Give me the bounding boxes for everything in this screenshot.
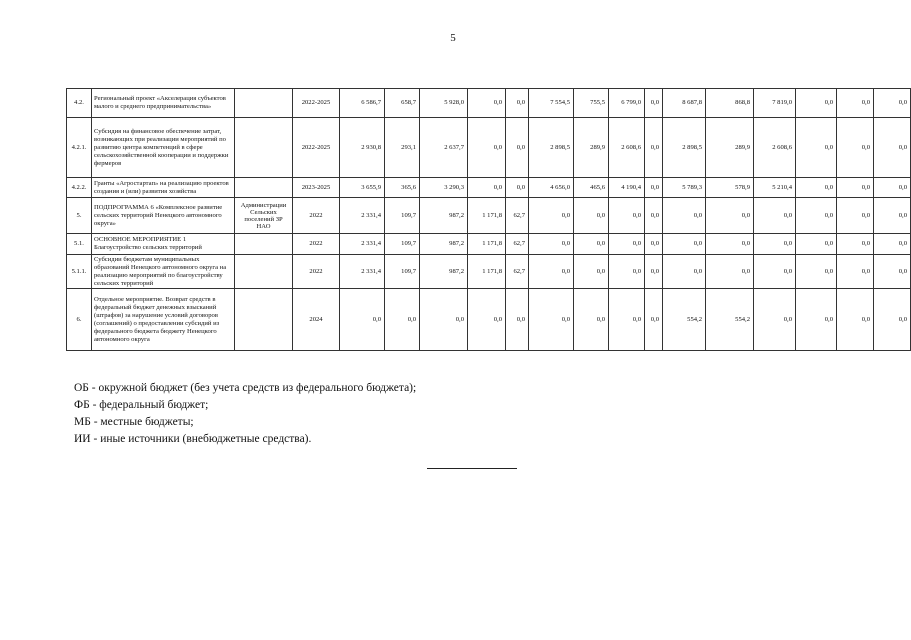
row-value: 0,0 xyxy=(645,255,663,289)
row-executor xyxy=(235,255,293,289)
row-value: 2 331,4 xyxy=(340,255,385,289)
row-number: 6. xyxy=(67,289,92,351)
table-row xyxy=(67,198,911,234)
row-value: 0,0 xyxy=(837,198,874,234)
row-value: 465,6 xyxy=(574,178,609,198)
legend-ob: ОБ - окружной бюджет (без учета средств из федерального бюджета); xyxy=(74,382,417,394)
row-period: 2022-2025 xyxy=(293,89,340,118)
row-value: 0,0 xyxy=(754,234,796,255)
row-value: 0,0 xyxy=(754,289,796,351)
row-value: 0,0 xyxy=(663,234,706,255)
row-value: 0,0 xyxy=(874,234,911,255)
row-value: 0,0 xyxy=(706,234,754,255)
row-value: 62,7 xyxy=(506,234,529,255)
row-executor xyxy=(235,89,293,118)
row-value: 2 331,4 xyxy=(340,234,385,255)
row-value: 5 210,4 xyxy=(754,178,796,198)
row-value: 2 898,5 xyxy=(663,118,706,178)
row-value: 3 290,3 xyxy=(420,178,468,198)
row-value: 0,0 xyxy=(796,198,837,234)
row-value: 62,7 xyxy=(506,198,529,234)
row-number: 4.2.2. xyxy=(67,178,92,198)
row-value: 0,0 xyxy=(837,118,874,178)
row-value: 755,5 xyxy=(574,89,609,118)
row-value: 0,0 xyxy=(796,89,837,118)
row-value: 3 655,9 xyxy=(340,178,385,198)
row-value: 554,2 xyxy=(706,289,754,351)
row-name: Субсидии бюджетам муниципальных образований Ненецкого автономного округа на реализацию мероприятий по благоустройству сельских территорий xyxy=(92,255,235,289)
row-value: 109,7 xyxy=(385,234,420,255)
page-number: 5 xyxy=(450,32,456,44)
row-value: 987,2 xyxy=(420,234,468,255)
legend-ii: ИИ - иные источники (внебюджетные средства). xyxy=(74,433,312,445)
row-value: 1 171,8 xyxy=(468,198,506,234)
row-value: 868,8 xyxy=(706,89,754,118)
row-period: 2022 xyxy=(293,234,340,255)
row-executor: Администрации Сельских поселений ЗР НАО xyxy=(235,198,293,234)
row-value: 2 331,4 xyxy=(340,198,385,234)
row-value: 0,0 xyxy=(706,198,754,234)
row-number: 5. xyxy=(67,198,92,234)
row-value: 0,0 xyxy=(874,289,911,351)
row-value: 2 637,7 xyxy=(420,118,468,178)
row-value: 0,0 xyxy=(609,289,645,351)
row-value: 0,0 xyxy=(574,255,609,289)
row-value: 0,0 xyxy=(663,198,706,234)
row-value: 0,0 xyxy=(874,89,911,118)
row-name: Гранты «Агростартап» на реализацию проектов создания и (или) развития хозяйства xyxy=(92,178,235,198)
row-period: 2022 xyxy=(293,198,340,234)
row-executor xyxy=(235,178,293,198)
row-value: 0,0 xyxy=(874,255,911,289)
row-value: 0,0 xyxy=(574,198,609,234)
row-number: 5.1.1. xyxy=(67,255,92,289)
table-row xyxy=(67,89,911,118)
row-name: ПОДПРОГРАММА 6 «Комплексное развитие сельских территорий Ненецкого автономного округа» xyxy=(92,198,235,234)
row-value: 7 819,0 xyxy=(754,89,796,118)
row-value: 0,0 xyxy=(468,178,506,198)
row-value: 0,0 xyxy=(796,255,837,289)
row-value: 62,7 xyxy=(506,255,529,289)
row-value: 0,0 xyxy=(874,198,911,234)
row-value: 0,0 xyxy=(837,234,874,255)
row-value: 0,0 xyxy=(506,289,529,351)
row-value: 0,0 xyxy=(754,255,796,289)
row-value: 0,0 xyxy=(837,255,874,289)
table-row xyxy=(67,234,911,255)
row-value: 0,0 xyxy=(796,178,837,198)
row-value: 0,0 xyxy=(609,198,645,234)
row-value: 0,0 xyxy=(385,289,420,351)
row-value: 4 656,0 xyxy=(529,178,574,198)
row-value: 0,0 xyxy=(754,198,796,234)
row-value: 2 898,5 xyxy=(529,118,574,178)
row-value: 0,0 xyxy=(574,289,609,351)
row-name: ОСНОВНОЕ МЕРОПРИЯТИЕ 1 Благоустройство сельских территорий xyxy=(92,234,235,255)
row-value: 0,0 xyxy=(529,234,574,255)
row-value: 109,7 xyxy=(385,198,420,234)
row-value: 0,0 xyxy=(663,255,706,289)
row-value: 109,7 xyxy=(385,255,420,289)
row-value: 8 687,8 xyxy=(663,89,706,118)
budget-table xyxy=(66,88,911,351)
abbreviation-legend xyxy=(74,380,416,448)
row-value: 554,2 xyxy=(663,289,706,351)
row-value: 0,0 xyxy=(609,255,645,289)
table-row xyxy=(67,118,911,178)
row-value: 0,0 xyxy=(420,289,468,351)
table-row xyxy=(67,289,911,351)
row-value: 6 586,7 xyxy=(340,89,385,118)
row-value: 0,0 xyxy=(609,234,645,255)
row-value: 0,0 xyxy=(529,289,574,351)
row-period: 2022 xyxy=(293,255,340,289)
row-number: 5.1. xyxy=(67,234,92,255)
row-value: 7 554,5 xyxy=(529,89,574,118)
row-executor xyxy=(235,289,293,351)
row-value: 0,0 xyxy=(468,89,506,118)
row-executor xyxy=(235,234,293,255)
row-value: 0,0 xyxy=(468,289,506,351)
row-value: 0,0 xyxy=(506,178,529,198)
row-value: 0,0 xyxy=(645,234,663,255)
row-value: 0,0 xyxy=(837,178,874,198)
legend-mb: МБ - местные бюджеты; xyxy=(74,416,194,428)
row-value: 0,0 xyxy=(874,118,911,178)
row-period: 2024 xyxy=(293,289,340,351)
row-value: 0,0 xyxy=(574,234,609,255)
row-name: Субсидия на финансовое обеспечение затрат, возникающих при реализации мероприятий по развитию центра компетенций в сфере сельскохозяйственной кооперации и поддержки фермеров xyxy=(92,118,235,178)
row-value: 6 799,0 xyxy=(609,89,645,118)
row-period: 2022-2025 xyxy=(293,118,340,178)
row-value: 5 789,3 xyxy=(663,178,706,198)
row-value: 987,2 xyxy=(420,255,468,289)
row-value: 1 171,8 xyxy=(468,234,506,255)
row-value: 658,7 xyxy=(385,89,420,118)
row-value: 987,2 xyxy=(420,198,468,234)
end-rule xyxy=(427,468,517,469)
row-value: 0,0 xyxy=(506,89,529,118)
row-value: 0,0 xyxy=(874,178,911,198)
row-value: 0,0 xyxy=(529,198,574,234)
row-number: 4.2.1. xyxy=(67,118,92,178)
row-value: 0,0 xyxy=(645,289,663,351)
row-value: 0,0 xyxy=(529,255,574,289)
row-name: Региональный проект «Акселерация субъектов малого и среднего предпринимательства» xyxy=(92,89,235,118)
row-value: 289,9 xyxy=(574,118,609,178)
table-row xyxy=(67,178,911,198)
row-value: 0,0 xyxy=(796,118,837,178)
table-row xyxy=(67,255,911,289)
row-value: 2 608,6 xyxy=(609,118,645,178)
row-number: 4.2. xyxy=(67,89,92,118)
row-value: 293,1 xyxy=(385,118,420,178)
row-value: 578,9 xyxy=(706,178,754,198)
row-value: 0,0 xyxy=(468,118,506,178)
row-executor xyxy=(235,118,293,178)
row-value: 0,0 xyxy=(837,289,874,351)
row-value: 365,6 xyxy=(385,178,420,198)
row-value: 4 190,4 xyxy=(609,178,645,198)
row-value: 5 928,0 xyxy=(420,89,468,118)
row-value: 0,0 xyxy=(796,289,837,351)
row-value: 0,0 xyxy=(645,198,663,234)
row-value: 0,0 xyxy=(645,89,663,118)
legend-fb: ФБ - федеральный бюджет; xyxy=(74,399,209,411)
row-value: 2 930,8 xyxy=(340,118,385,178)
row-value: 0,0 xyxy=(645,118,663,178)
row-value: 0,0 xyxy=(506,118,529,178)
row-value: 1 171,8 xyxy=(468,255,506,289)
row-value: 0,0 xyxy=(837,89,874,118)
row-period: 2023-2025 xyxy=(293,178,340,198)
row-value: 0,0 xyxy=(645,178,663,198)
row-name: Отдельное мероприятие. Возврат средств в федеральный бюджет денежных взысканий (штрафов) за нарушение условий договоров (соглашений) о предоставлении субсидий из федерального бюджета бюджету Ненецкого автономного округа xyxy=(92,289,235,351)
row-value: 289,9 xyxy=(706,118,754,178)
row-value: 0,0 xyxy=(706,255,754,289)
row-value: 2 608,6 xyxy=(754,118,796,178)
row-value: 0,0 xyxy=(796,234,837,255)
row-value: 0,0 xyxy=(340,289,385,351)
